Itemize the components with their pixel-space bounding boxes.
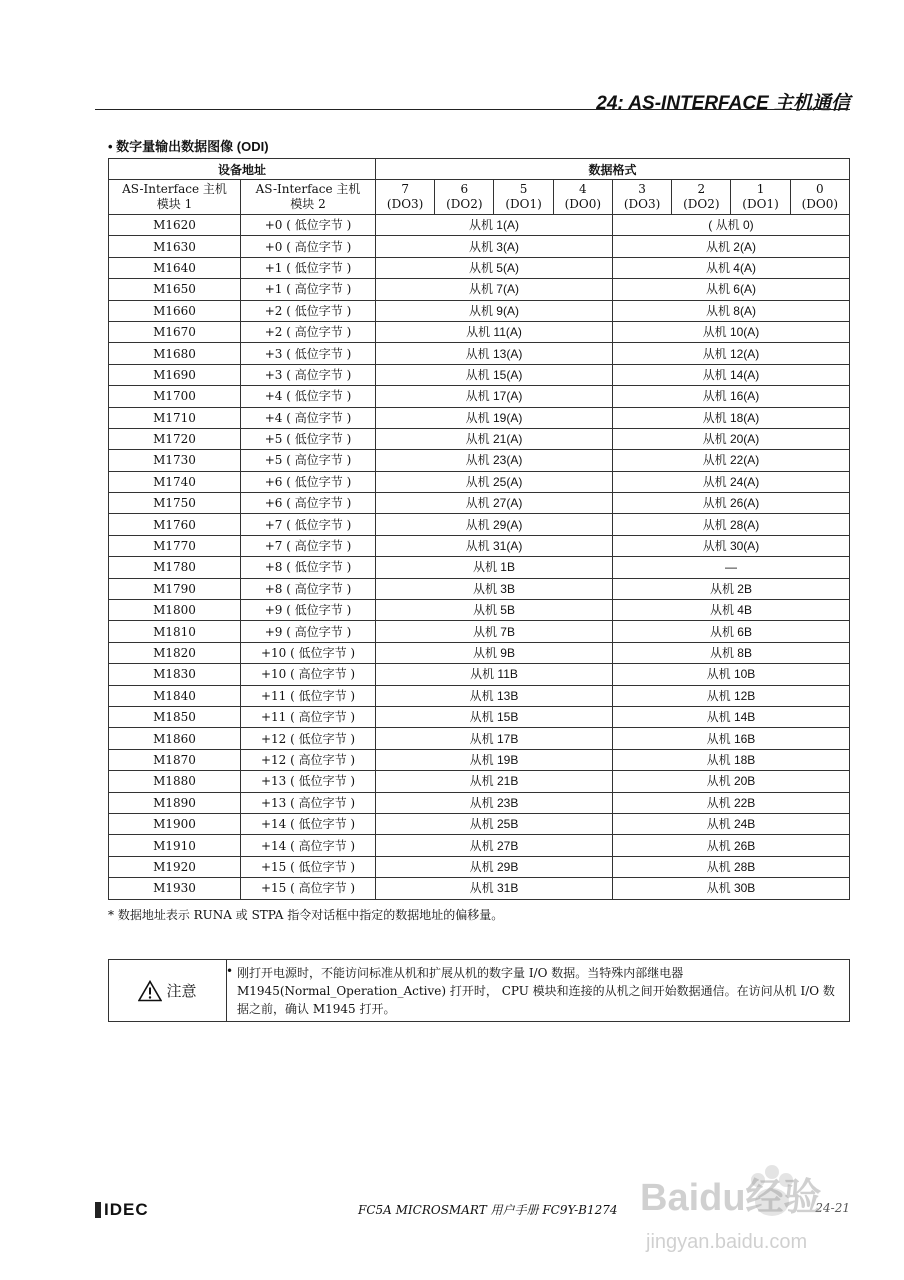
high-nibble-slave-cell: 从机 19B bbox=[376, 749, 613, 770]
high-nibble-slave-cell: 从机 17B bbox=[376, 728, 613, 749]
high-nibble-slave-cell: 从机 5(A) bbox=[376, 257, 613, 278]
high-nibble-slave-cell: 从机 27(A) bbox=[376, 493, 613, 514]
high-nibble-slave-cell: 从机 29B bbox=[376, 856, 613, 877]
odi-table bbox=[108, 158, 850, 900]
low-nibble-slave-cell: 从机 18B bbox=[612, 749, 849, 770]
high-nibble-slave-cell: 从机 25(A) bbox=[376, 471, 613, 492]
logo-text: IDEC bbox=[104, 1200, 149, 1219]
table-group-header-row bbox=[109, 159, 850, 180]
table-column-header-row bbox=[109, 180, 850, 215]
module1-address-cell: M1920 bbox=[109, 856, 241, 877]
module2-address-cell: +5 ( 低位字节 ) bbox=[241, 428, 376, 449]
table-row bbox=[109, 493, 850, 514]
table-row bbox=[109, 535, 850, 556]
low-nibble-slave-cell: 从机 10B bbox=[612, 664, 849, 685]
high-nibble-slave-cell: 从机 21(A) bbox=[376, 428, 613, 449]
module1-address-cell: M1880 bbox=[109, 771, 241, 792]
table-row bbox=[109, 557, 850, 578]
high-nibble-slave-cell: 从机 31(A) bbox=[376, 535, 613, 556]
module1-address-cell: M1790 bbox=[109, 578, 241, 599]
table-row bbox=[109, 321, 850, 342]
caution-label: 注意 bbox=[166, 983, 197, 1000]
module1-address-cell: M1890 bbox=[109, 792, 241, 813]
high-nibble-slave-cell: 从机 29(A) bbox=[376, 514, 613, 535]
module1-address-cell: M1730 bbox=[109, 450, 241, 471]
caution-text: 刚打开电源时，不能访问标准从机和扩展从机的数字量 I/O 数据。当特殊内部继电器 M1945(Normal_Operation_Active) 打开时， CPU 模块和连接的从机之间开始数据通信。在访问从机 I/O 数据之前，确认 M1945 打开。 bbox=[237, 966, 835, 1016]
table-row bbox=[109, 642, 850, 663]
high-nibble-slave-cell: 从机 31B bbox=[376, 878, 613, 899]
module1-address-cell: M1910 bbox=[109, 835, 241, 856]
high-nibble-slave-cell: 从机 9(A) bbox=[376, 300, 613, 321]
bit-header: 5 (DO1) bbox=[494, 180, 553, 215]
module2-address-cell: +14 ( 高位字节 ) bbox=[241, 835, 376, 856]
caution-box bbox=[108, 959, 850, 1022]
high-nibble-slave-cell: 从机 25B bbox=[376, 813, 613, 834]
module1-address-cell: M1860 bbox=[109, 728, 241, 749]
caution-bullet: • bbox=[226, 964, 234, 978]
low-nibble-slave-cell: 从机 8B bbox=[612, 642, 849, 663]
low-nibble-slave-cell: 从机 2B bbox=[612, 578, 849, 599]
high-nibble-slave-cell: 从机 1(A) bbox=[376, 215, 613, 236]
module1-address-cell: M1820 bbox=[109, 642, 241, 663]
section-heading: • 数字量输出数据图像 (ODI) bbox=[108, 139, 269, 154]
table-row bbox=[109, 600, 850, 621]
low-nibble-slave-cell: 从机 4(A) bbox=[612, 257, 849, 278]
high-nibble-slave-cell: 从机 11(A) bbox=[376, 321, 613, 342]
module2-address-cell: +10 ( 高位字节 ) bbox=[241, 664, 376, 685]
module2-address-cell: +13 ( 低位字节 ) bbox=[241, 771, 376, 792]
high-nibble-slave-cell: 从机 23(A) bbox=[376, 450, 613, 471]
module2-address-cell: +12 ( 高位字节 ) bbox=[241, 749, 376, 770]
table-row bbox=[109, 706, 850, 727]
module2-address-cell: +9 ( 低位字节 ) bbox=[241, 600, 376, 621]
table-row bbox=[109, 450, 850, 471]
bit-header: 0 (DO0) bbox=[790, 180, 849, 215]
table-row bbox=[109, 386, 850, 407]
table-row bbox=[109, 279, 850, 300]
high-nibble-slave-cell: 从机 21B bbox=[376, 771, 613, 792]
table-row bbox=[109, 792, 850, 813]
module2-address-cell: +7 ( 低位字节 ) bbox=[241, 514, 376, 535]
bit-header: 6 (DO2) bbox=[435, 180, 494, 215]
module1-address-cell: M1640 bbox=[109, 257, 241, 278]
low-nibble-slave-cell: 从机 30B bbox=[612, 878, 849, 899]
low-nibble-slave-cell: 从机 14(A) bbox=[612, 364, 849, 385]
module1-address-cell: M1770 bbox=[109, 535, 241, 556]
low-nibble-slave-cell: 从机 18(A) bbox=[612, 407, 849, 428]
high-nibble-slave-cell: 从机 17(A) bbox=[376, 386, 613, 407]
low-nibble-slave-cell: 从机 22B bbox=[612, 792, 849, 813]
low-nibble-slave-cell: 从机 20(A) bbox=[612, 428, 849, 449]
module2-address-cell: +2 ( 低位字节 ) bbox=[241, 300, 376, 321]
module1-address-cell: M1800 bbox=[109, 600, 241, 621]
high-nibble-slave-cell: 从机 9B bbox=[376, 642, 613, 663]
module2-address-cell: +15 ( 低位字节 ) bbox=[241, 856, 376, 877]
module1-address-cell: M1710 bbox=[109, 407, 241, 428]
low-nibble-slave-cell: — bbox=[612, 557, 849, 578]
high-nibble-slave-cell: 从机 5B bbox=[376, 600, 613, 621]
table-row bbox=[109, 428, 850, 449]
module2-address-cell: +3 ( 高位字节 ) bbox=[241, 364, 376, 385]
module1-address-cell: M1930 bbox=[109, 878, 241, 899]
module1-address-cell: M1660 bbox=[109, 300, 241, 321]
module1-address-cell: M1700 bbox=[109, 386, 241, 407]
module2-address-cell: +15 ( 高位字节 ) bbox=[241, 878, 376, 899]
module1-address-cell: M1830 bbox=[109, 664, 241, 685]
low-nibble-slave-cell: 从机 28B bbox=[612, 856, 849, 877]
table-row bbox=[109, 835, 850, 856]
module2-address-cell: +7 ( 高位字节 ) bbox=[241, 535, 376, 556]
module1-address-cell: M1680 bbox=[109, 343, 241, 364]
chapter-title: 24: AS-INTERFACE 主机通信 bbox=[596, 93, 850, 114]
high-nibble-slave-cell: 从机 7B bbox=[376, 621, 613, 642]
module2-address-cell: +12 ( 低位字节 ) bbox=[241, 728, 376, 749]
module2-address-cell: +4 ( 高位字节 ) bbox=[241, 407, 376, 428]
low-nibble-slave-cell: 从机 2(A) bbox=[612, 236, 849, 257]
high-nibble-slave-cell: 从机 13(A) bbox=[376, 343, 613, 364]
module2-address-cell: +14 ( 低位字节 ) bbox=[241, 813, 376, 834]
watermark-url: jingyan.baidu.com bbox=[646, 1231, 808, 1253]
header-rule bbox=[95, 109, 850, 110]
module2-header: AS-Interface 主机 模块 2 bbox=[241, 180, 376, 215]
module1-address-cell: M1900 bbox=[109, 813, 241, 834]
footer-manual-title: FC5A MICROSMART 用户手册 FC9Y-B1274 bbox=[358, 1203, 618, 1217]
warning-triangle-icon bbox=[138, 980, 162, 1002]
low-nibble-slave-cell: 从机 8(A) bbox=[612, 300, 849, 321]
low-nibble-slave-cell: 从机 6B bbox=[612, 621, 849, 642]
table-row bbox=[109, 215, 850, 236]
low-nibble-slave-cell: 从机 20B bbox=[612, 771, 849, 792]
module2-address-cell: +0 ( 高位字节 ) bbox=[241, 236, 376, 257]
table-row bbox=[109, 728, 850, 749]
high-nibble-slave-cell: 从机 27B bbox=[376, 835, 613, 856]
table-row bbox=[109, 856, 850, 877]
module2-address-cell: +11 ( 高位字节 ) bbox=[241, 706, 376, 727]
table-row bbox=[109, 257, 850, 278]
table-body bbox=[109, 215, 850, 900]
module1-address-cell: M1690 bbox=[109, 364, 241, 385]
low-nibble-slave-cell: 从机 12B bbox=[612, 685, 849, 706]
low-nibble-slave-cell: 从机 24B bbox=[612, 813, 849, 834]
high-nibble-slave-cell: 从机 7(A) bbox=[376, 279, 613, 300]
module1-address-cell: M1720 bbox=[109, 428, 241, 449]
low-nibble-slave-cell: 从机 26B bbox=[612, 835, 849, 856]
table-row bbox=[109, 578, 850, 599]
table-row bbox=[109, 236, 850, 257]
idec-logo bbox=[95, 1200, 149, 1220]
low-nibble-slave-cell: 从机 14B bbox=[612, 706, 849, 727]
module2-address-cell: +9 ( 高位字节 ) bbox=[241, 621, 376, 642]
high-nibble-slave-cell: 从机 11B bbox=[376, 664, 613, 685]
module2-address-cell: +3 ( 低位字节 ) bbox=[241, 343, 376, 364]
table-row bbox=[109, 813, 850, 834]
table-row bbox=[109, 771, 850, 792]
low-nibble-slave-cell: 从机 28(A) bbox=[612, 514, 849, 535]
table-row bbox=[109, 621, 850, 642]
module1-address-cell: M1810 bbox=[109, 621, 241, 642]
module2-address-cell: +8 ( 高位字节 ) bbox=[241, 578, 376, 599]
table-row bbox=[109, 514, 850, 535]
module1-address-cell: M1870 bbox=[109, 749, 241, 770]
low-nibble-slave-cell: 从机 16(A) bbox=[612, 386, 849, 407]
module1-header: AS-Interface 主机 模块 1 bbox=[109, 180, 241, 215]
bit-header: 3 (DO3) bbox=[612, 180, 671, 215]
table-row bbox=[109, 300, 850, 321]
high-nibble-slave-cell: 从机 15B bbox=[376, 706, 613, 727]
module1-address-cell: M1630 bbox=[109, 236, 241, 257]
page-number: 24-21 bbox=[815, 1201, 850, 1215]
module2-address-cell: +5 ( 高位字节 ) bbox=[241, 450, 376, 471]
high-nibble-slave-cell: 从机 3B bbox=[376, 578, 613, 599]
logo-bar bbox=[95, 1202, 101, 1218]
module2-address-cell: +1 ( 高位字节 ) bbox=[241, 279, 376, 300]
module2-address-cell: +2 ( 高位字节 ) bbox=[241, 321, 376, 342]
module1-address-cell: M1850 bbox=[109, 706, 241, 727]
low-nibble-slave-cell: 从机 16B bbox=[612, 728, 849, 749]
module2-address-cell: +1 ( 低位字节 ) bbox=[241, 257, 376, 278]
module1-address-cell: M1840 bbox=[109, 685, 241, 706]
module2-address-cell: +8 ( 低位字节 ) bbox=[241, 557, 376, 578]
module2-address-cell: +6 ( 低位字节 ) bbox=[241, 471, 376, 492]
low-nibble-slave-cell: 从机 12(A) bbox=[612, 343, 849, 364]
module1-address-cell: M1780 bbox=[109, 557, 241, 578]
table-row bbox=[109, 749, 850, 770]
module1-address-cell: M1750 bbox=[109, 493, 241, 514]
low-nibble-slave-cell: 从机 22(A) bbox=[612, 450, 849, 471]
table-row bbox=[109, 878, 850, 899]
bit-header: 2 (DO2) bbox=[672, 180, 731, 215]
low-nibble-slave-cell: 从机 24(A) bbox=[612, 471, 849, 492]
low-nibble-slave-cell: 从机 10(A) bbox=[612, 321, 849, 342]
bit-header: 7 (DO3) bbox=[376, 180, 435, 215]
high-nibble-slave-cell: 从机 13B bbox=[376, 685, 613, 706]
low-nibble-slave-cell: 从机 26(A) bbox=[612, 493, 849, 514]
module2-address-cell: +4 ( 低位字节 ) bbox=[241, 386, 376, 407]
table-row bbox=[109, 664, 850, 685]
module2-address-cell: +0 ( 低位字节 ) bbox=[241, 215, 376, 236]
module2-address-cell: +13 ( 高位字节 ) bbox=[241, 792, 376, 813]
high-nibble-slave-cell: 从机 15(A) bbox=[376, 364, 613, 385]
table-row bbox=[109, 343, 850, 364]
low-nibble-slave-cell: 从机 4B bbox=[612, 600, 849, 621]
low-nibble-slave-cell: 从机 6(A) bbox=[612, 279, 849, 300]
module2-address-cell: +11 ( 低位字节 ) bbox=[241, 685, 376, 706]
module1-address-cell: M1650 bbox=[109, 279, 241, 300]
high-nibble-slave-cell: 从机 19(A) bbox=[376, 407, 613, 428]
table-row bbox=[109, 471, 850, 492]
caution-label-cell bbox=[109, 960, 227, 1021]
module2-address-cell: +10 ( 低位字节 ) bbox=[241, 642, 376, 663]
low-nibble-slave-cell: ( 从机 0) bbox=[612, 215, 849, 236]
module1-address-cell: M1670 bbox=[109, 321, 241, 342]
module2-address-cell: +6 ( 高位字节 ) bbox=[241, 493, 376, 514]
footnote: * 数据地址表示 RUNA 或 STPA 指令对话框中指定的数据地址的偏移量。 bbox=[108, 908, 504, 922]
data-format-header: 数据格式 bbox=[376, 159, 850, 180]
module1-address-cell: M1620 bbox=[109, 215, 241, 236]
table-row bbox=[109, 364, 850, 385]
low-nibble-slave-cell: 从机 30(A) bbox=[612, 535, 849, 556]
bit-header: 1 (DO1) bbox=[731, 180, 790, 215]
baidu-watermark bbox=[640, 1150, 870, 1260]
watermark-brand: Baidu经验 bbox=[640, 1177, 822, 1219]
high-nibble-slave-cell: 从机 1B bbox=[376, 557, 613, 578]
device-address-header: 设备地址 bbox=[109, 159, 376, 180]
module1-address-cell: M1760 bbox=[109, 514, 241, 535]
module1-address-cell: M1740 bbox=[109, 471, 241, 492]
high-nibble-slave-cell: 从机 23B bbox=[376, 792, 613, 813]
table-row bbox=[109, 685, 850, 706]
high-nibble-slave-cell: 从机 3(A) bbox=[376, 236, 613, 257]
bit-header: 4 (DO0) bbox=[553, 180, 612, 215]
table-row bbox=[109, 407, 850, 428]
